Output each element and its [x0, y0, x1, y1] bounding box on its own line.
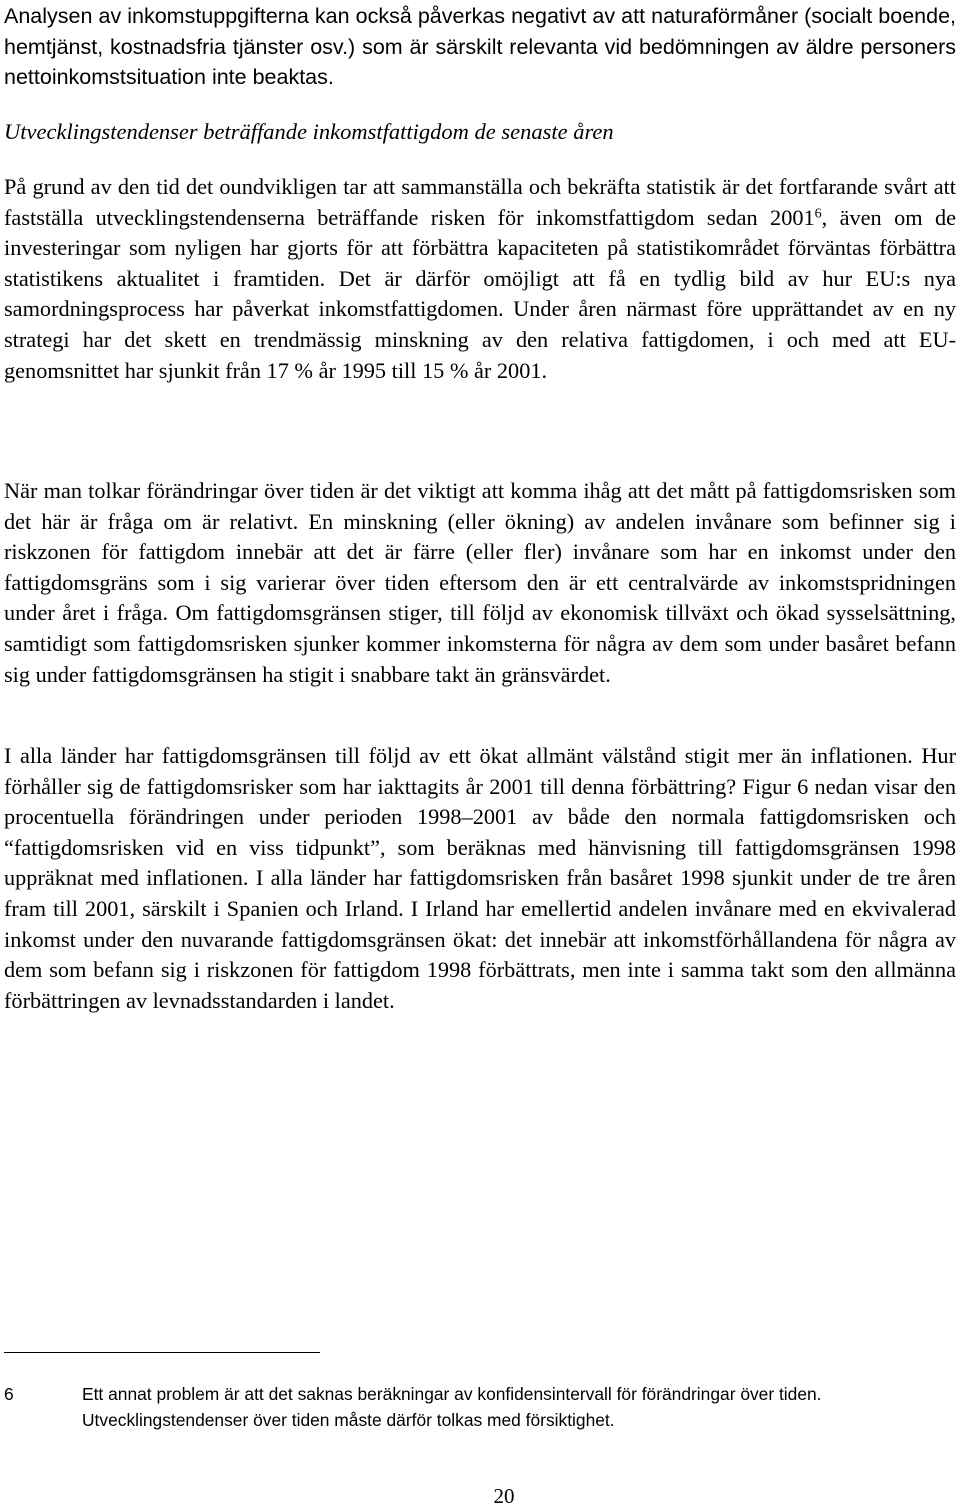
footnote-text: Ett annat problem är att det saknas beräkningar av konfidensintervall för förändringar över tiden. Utvecklingstendenser över tiden måste därför tolkas med försiktighet.: [82, 1384, 822, 1430]
paragraph-text-after-note: , även om de investeringar som nyligen har gjorts för att förbättra kapaciteten på statistikområdet förväntas förbättra statistikens aktualitet i framtiden. Det är därför omöjligt att få en tydlig bild av hur EU:s nya samordningsprocess har påverkat inkomstfattigdomen. Under åren närmast före upprättandet av en ny strategi har det skett en trendmässig minskning av den relativa fattigdomen, i och med att EU-genomsnittet har sjunkit från 17 % år 1995 till 15 % år 2001.: [4, 204, 956, 383]
footnote-number: 6: [4, 1384, 14, 1404]
paragraph-development-trends: [4, 172, 956, 386]
footnote-reference: 6: [814, 205, 822, 221]
paragraph-poverty-threshold: I alla länder har fattigdomsgränsen till följd av ett ökat allmänt välstånd stigit mer än inflationen. Hur förhåller sig de fattigdomsrisker som har iakttagits år 2001 till denna förbättring? Figur 6 nedan visar den procentuella förändringen under perioden 1998–2001 av både den normala fattigdomsrisken och “fattigdomsrisken vid en viss tidpunkt”, som beräknas med hänvisning till fattigdomsgränsen 1998 uppräknat med inflationen. I alla länder har fattigdomsrisken från basåret 1998 sjunkit under de tre åren fram till 2001, särskilt i Spanien och Irland. I Irland har emellertid andelen invånare med en ekvivalerad inkomst under den nuvarande fattigdomsgränsen ökat: det innebär att inkomstförhållandena för några av dem som befann sig i riskzonen för fattigdom 1998 förbättrats, men inte i samma takt som den allmänna förbättringen av levnadsstandarden i landet.: [4, 743, 956, 1013]
page-number: 20: [493, 1484, 515, 1508]
paragraph-text-before-note: På grund av den tid det oundvikligen tar att sammanställa och bekräfta statistik är det fortfarande svårt att fastställa utvecklingstendenserna beträffande risken för inkomstfattigdom sedan 2001: [4, 174, 956, 230]
section-heading: Utvecklingstendenser beträffande inkomstfattigdom de senaste åren: [4, 119, 614, 144]
intro-paragraph: Analysen av inkomstuppgifterna kan också påverkas negativt av att naturaförmåner (socialt boende, hemtjänst, kostnadsfria tjänster osv.) som är särskilt relevanta vid bedömningen av äldre personers nettoinkomstsituation inte beaktas.: [4, 4, 956, 89]
footnote-separator: [4, 1352, 320, 1353]
paragraph-relative-measure: När man tolkar förändringar över tiden är det viktigt att komma ihåg att det mått på fattigdomsrisken som det här är fråga om är relativt. En minskning (eller ökning) av andelen invånare som befinner sig i riskzonen för fattigdom innebär att det är färre (eller fler) invånare som har en inkomst under den fattigdomsgräns som i sig varierar över tiden eftersom den är ett centralvärde av inkomstspridningen under året i fråga. Om fattigdomsgränsen stiger, till följd av ekonomisk tillväxt och ökad sysselsättning, samtidigt som fattigdomsrisken sjunker kommer inkomsterna för några av dem som under basåret befann sig under fattigdomsgränsen ha stigit i snabbare takt än gränsvärdet.: [4, 478, 956, 687]
